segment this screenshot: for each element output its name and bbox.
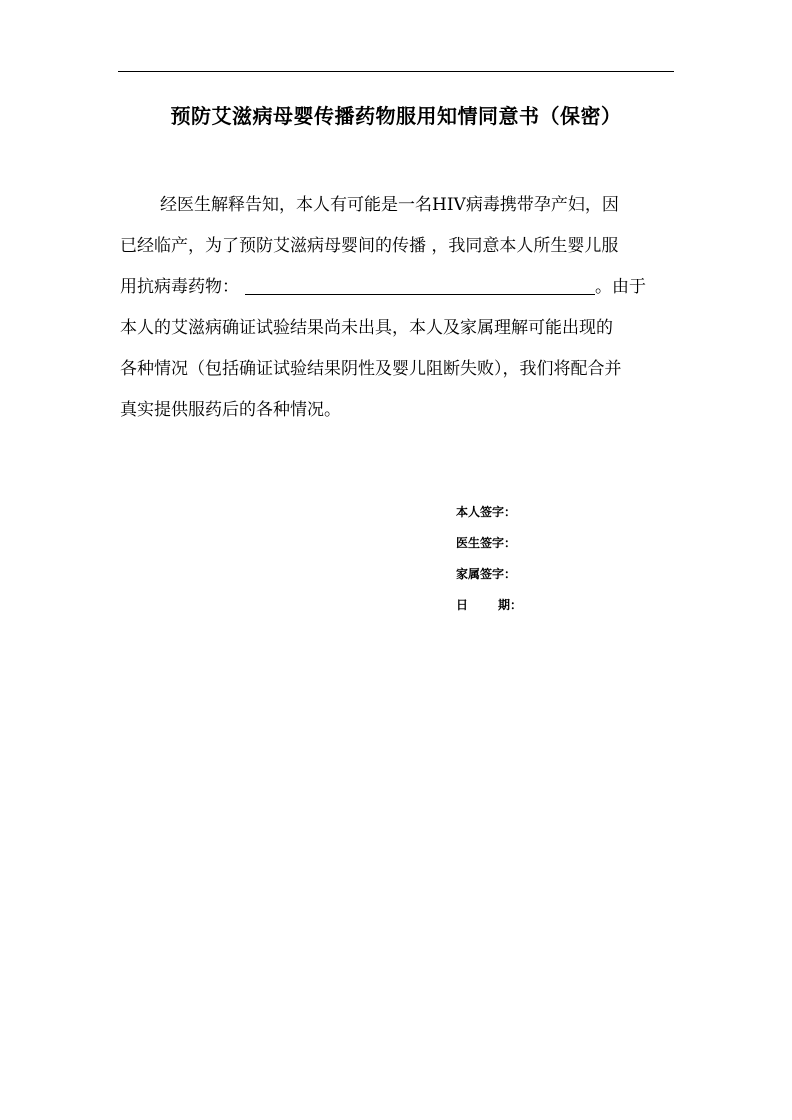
header-rule [118, 71, 674, 72]
doctor-signature-row [456, 533, 522, 564]
paragraph-line-5: 各种情况（包括确证试验结果阴性及婴儿阻断失败），我们将配合并 [120, 359, 622, 379]
medication-blank-field[interactable] [245, 272, 595, 295]
paragraph-line-4: 本人的艾滋病确证试验结果尚未出具，本人及家属理解可能出现的 [120, 318, 613, 338]
date-label-char-1: 日 [456, 598, 469, 612]
signature-block [456, 502, 522, 626]
document-title: 预防艾滋病母婴传播药物服用知情同意书（保密） [170, 104, 622, 128]
self-signature-row [456, 502, 522, 533]
paragraph-line-2: 已经临产，为了预防艾滋病母婴间的传播 ，我同意本人所生婴儿服 [120, 236, 619, 256]
self-signature-label: 本人签字： [456, 505, 517, 519]
date-label-char-2: 期： [498, 598, 523, 612]
paragraph-line-3 [120, 267, 668, 308]
paragraph-line-1: 经医生解释告知，本人有可能是一名HIV病毒携带孕产妇，因 [160, 195, 619, 215]
consent-paragraph [120, 185, 668, 431]
doctor-signature-label: 医生签字： [456, 536, 517, 550]
family-signature-row [456, 564, 522, 595]
family-signature-label: 家属签字： [456, 567, 517, 581]
paragraph-line-6: 真实提供服药后的各种情况。 [120, 400, 341, 420]
date-row [456, 595, 522, 626]
medication-line-end: 。由于 [595, 277, 646, 297]
medication-label: 用抗病毒药物： [120, 277, 239, 297]
